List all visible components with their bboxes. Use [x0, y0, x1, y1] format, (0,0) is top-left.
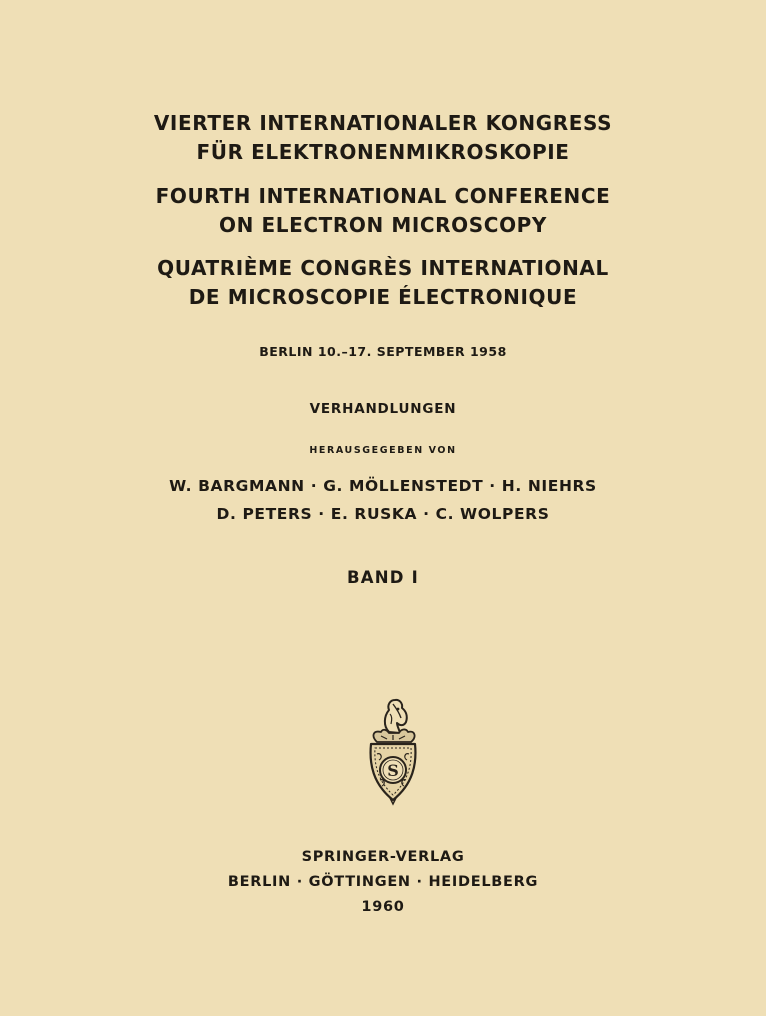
place-and-date: BERLIN 10.–17. SEPTEMBER 1958	[259, 344, 507, 359]
title-german-line-2: FÜR ELEKTRONENMIKROSKOPIE	[196, 140, 570, 164]
springer-chess-knight-logo-icon	[353, 692, 433, 814]
title-english-line-1: FOURTH INTERNATIONAL CONFERENCE	[155, 184, 611, 208]
edited-by-label: HERAUSGEGEBEN VON	[309, 445, 457, 456]
title-french-line-2: DE MICROSCOPIE ÉLECTRONIQUE	[188, 285, 578, 309]
publisher-cities: BERLIN · GÖTTINGEN · HEIDELBERG	[227, 874, 539, 890]
editors-line-1: W. BARGMANN · G. MÖLLENSTEDT · H. NIEHRS	[169, 477, 597, 495]
title-german-line-1: VIERTER INTERNATIONALER KONGRESS	[153, 111, 613, 135]
volume-label: BAND I	[347, 568, 419, 587]
publication-year: 1960	[361, 899, 405, 915]
title-french-line-1: QUATRIÈME CONGRÈS INTERNATIONAL	[157, 256, 609, 280]
publisher-name: SPRINGER-VERLAG	[301, 849, 465, 865]
logo-letter: S	[387, 761, 399, 780]
proceedings-label: VERHANDLUNGEN	[309, 401, 457, 417]
editors-line-2: D. PETERS · E. RUSKA · C. WOLPERS	[216, 505, 550, 523]
title-english-line-2: ON ELECTRON MICROSCOPY	[218, 213, 548, 237]
